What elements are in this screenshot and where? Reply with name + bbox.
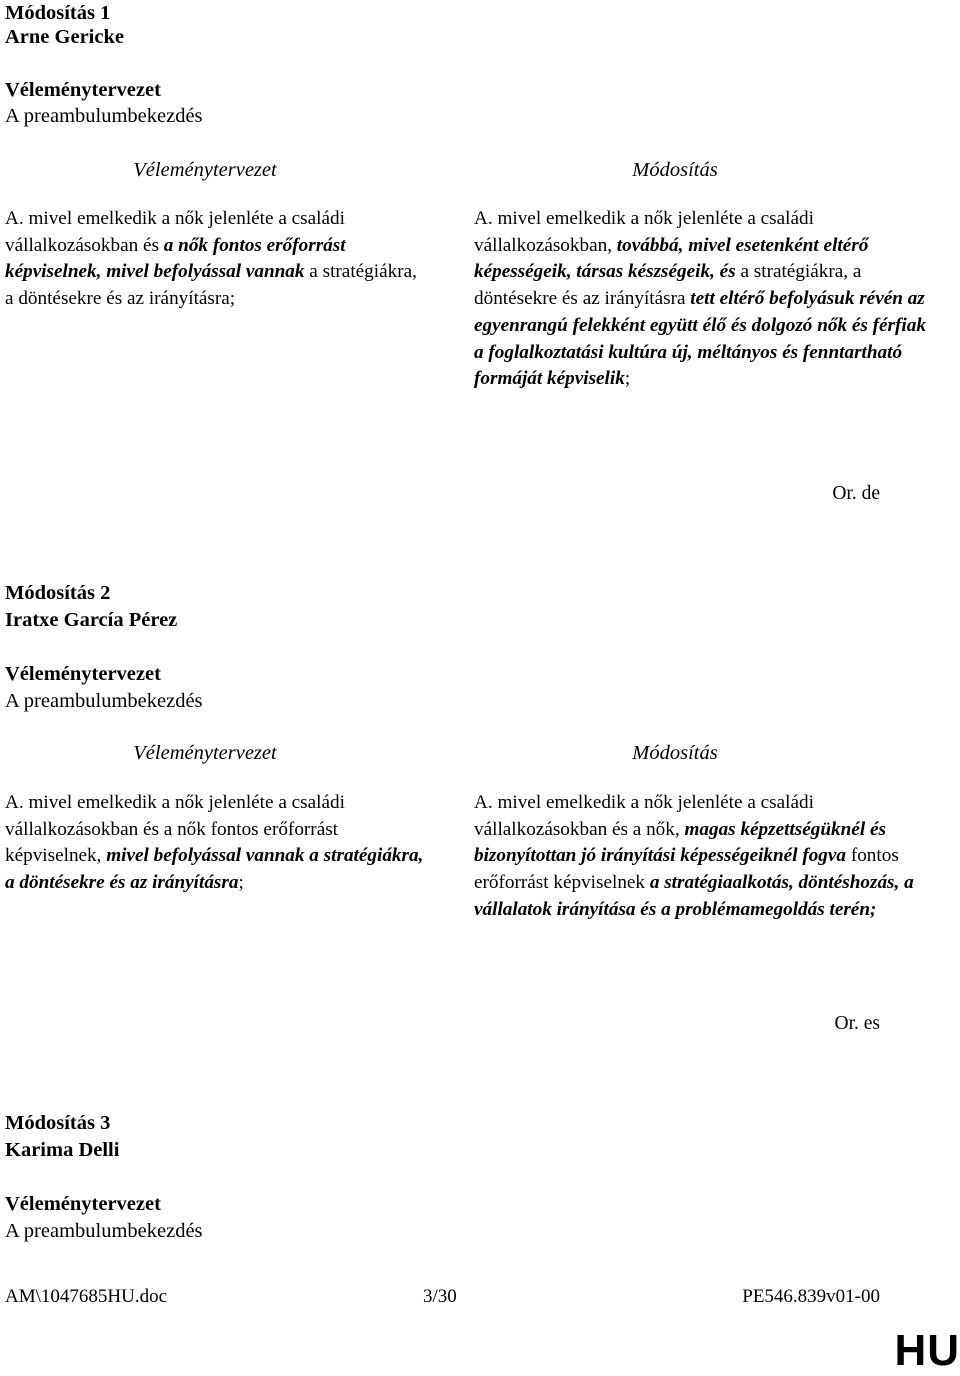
changed-text-run: a stratégiaalkotás, döntéshozás, a vállalatok irányítása és a problémamegoldás terén; (474, 872, 914, 920)
amendment-2-original-language: Or. es (834, 1013, 880, 1034)
footer-pe-reference: PE546.839v01-00 (742, 1286, 880, 1307)
amendment-3-section: A preambulumbekezdés (5, 1220, 203, 1242)
amendment-2-left-column-heading: Véleménytervezet (133, 742, 277, 764)
amendment-2-author: Iratxe García Pérez (5, 609, 178, 631)
footer-document-reference: AM\1047685HU.doc (5, 1286, 168, 1307)
text-run: a stratégiákra, a döntésekre és az irányításra (474, 261, 862, 310)
changed-text-run: mivel befolyással vannak a stratégiákra, a döntésekre és az irányításra (5, 845, 424, 894)
text-run: A. mivel emelkedik a nők jelenléte a családi vállalkozásokban és a nők fontos erőforrást képviselnek, (5, 792, 345, 867)
text-run: A. mivel emelkedik a nők jelenléte a családi vállalkozásokban, (474, 208, 814, 256)
amendment-1-right-column-heading: Módosítás (632, 159, 718, 181)
amendment-1-original-text (5, 206, 425, 313)
text-run: ; (624, 368, 631, 390)
text-run: ; (238, 872, 244, 894)
changed-text-run: a nők fontos erőforrást képviselnek, mivel befolyással vannak (5, 234, 346, 283)
amendment-2-right-column-heading: Módosítás (632, 742, 718, 764)
text-run: A. mivel emelkedik a nők jelenléte a családi vállalkozásokban és a nők, (474, 792, 814, 840)
amendment-1-title: Módosítás 1 (5, 2, 111, 24)
amendment-1-author: Arne Gericke (5, 26, 124, 48)
changed-text-run: magas képzettségüknél és bizonyítottan jó irányítási képességeiknél fogva (474, 818, 886, 867)
amendment-3-doc-type: Véleménytervezet (5, 1193, 161, 1215)
text-run: A. mivel emelkedik a nők jelenléte a családi vállalkozásokban és (5, 208, 345, 256)
text-run: fontos erőforrást képviselnek (474, 845, 899, 894)
amendment-1-left-column-heading: Véleménytervezet (133, 159, 277, 181)
amendment-1-section: A preambulumbekezdés (5, 105, 203, 127)
amendment-2-doc-type: Véleménytervezet (5, 663, 161, 685)
amendment-2-original-text (5, 790, 425, 897)
amendment-1-amended-text (474, 206, 934, 393)
changed-text-run: tett eltérő befolyásuk révén az egyenrangú felekként együtt élő és dolgozó nők és férfiak a foglalkoztatási kultúra új, méltányos és fenntartható formáját képviselik (474, 288, 926, 390)
amendment-1-original-language: Or. de (832, 483, 880, 504)
amendment-2-section: A preambulumbekezdés (5, 690, 203, 712)
changed-text-run: továbbá, mivel esetenként eltérő képességeik, társas készségeik, és (474, 234, 869, 283)
amendment-3-title: Módosítás 3 (5, 1112, 111, 1134)
text-run: a stratégiákra, a döntésekre és az irányításra; (5, 261, 417, 310)
language-code: HU (894, 1326, 960, 1375)
footer-page-number: 3/30 (423, 1286, 457, 1307)
amendment-2-title: Módosítás 2 (5, 582, 111, 604)
amendment-1-doc-type: Véleménytervezet (5, 79, 161, 101)
amendment-3-author: Karima Delli (5, 1139, 120, 1161)
amendment-2-amended-text (474, 790, 934, 924)
